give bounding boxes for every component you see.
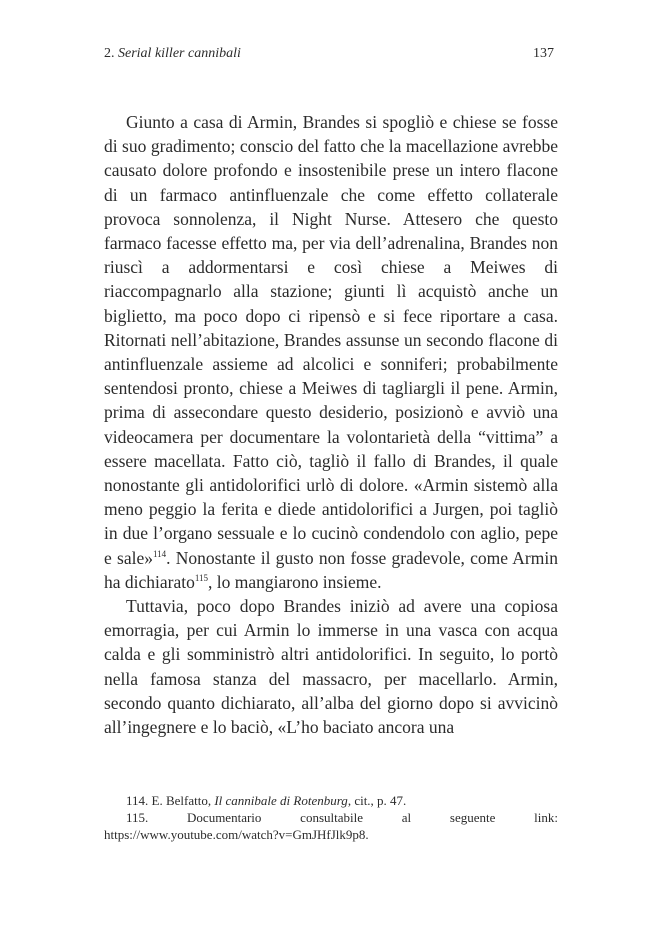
footnote-ref-114: 114 [152,548,167,559]
footnote-114-title: Il cannibale di Rotenburg [214,793,348,808]
footnote-ref-115: 115 [194,572,209,583]
chapter-number: 2. [104,46,115,61]
body-text [104,110,558,739]
paragraph-2: Tuttavia, poco dopo Brandes iniziò ad avere una copiosa emorragia, per cui Armin lo immerse in una vasca con acqua calda e gli somministrò altri antidolorifici. In seguito, lo portò nella famosa stanza del massacro, per macellarlo. Armin, secondo quanto dichiarato, all’alba del giorno dopo si avvicinò all’ingegnere e lo baciò, «L’ho baciato ancora una [104,596,558,738]
paragraph-1-text: Giunto a casa di Armin, Brandes si spogliò e chiese se fosse di suo gradimento; conscio del fatto che la macellazione avrebbe causato dolore profondo e insostenibile prese un intero flacone di un farmaco antinfluenzale che come effetto collaterale provoca sonnolenza, il Night Nurse. Attesero che questo farmaco facesse effetto ma, per via dell’adrenalina, Brandes non riuscì a addormentarsi e così chiese a Meiwes di riaccompagnarlo alla stazione; giunti lì acquistò anche un biglietto, ma poco dopo ci ripensò e si fece riportare a casa. Ritornati nell’abitazione, Brandes assunse un secondo flacone di antinfluenzale assieme ad alcolici e sonniferi; probabilmente sentendosi pronto, chiese a Meiwes di tagliargli il pene. Armin, prima di assecondare questo desiderio, posizionò e avviò una videocamera per documentare la volontarietà della “vittima” a essere macellata. Fatto ciò, tagliò il fallo di Brandes, il quale nonostante gli antidolorifici urlò di dolore. «Armin sistemò alla meno peggio la ferita e diede antidolorifici a Jurgen, poi tagliò in due l’organo sessuale e lo cucinò condendolo con aglio, pepe e sale» [104,112,558,568]
chapter-header [104,44,241,64]
footnotes [104,792,558,843]
footnote-114 [104,792,558,809]
footnote-114-prefix: 114. E. Belfatto, [126,793,215,808]
footnote-114-suffix: , cit., p. 47. [347,793,407,808]
page-number: 137 [533,46,554,61]
running-head [104,44,554,64]
paragraph-1-mid: . Nonostante il gusto non fosse gradevole, come Armin ha dichiarato [104,547,558,592]
chapter-title: Serial killer cannibali [118,46,241,61]
paragraph-1-end: , lo mangiarono insieme. [208,571,382,592]
footnote-115: 115. Documentario consultabile al seguente link: https://www.youtube.com/watch?v=GmJHfJlk9p8. [104,810,558,842]
paragraph-1 [104,110,558,594]
